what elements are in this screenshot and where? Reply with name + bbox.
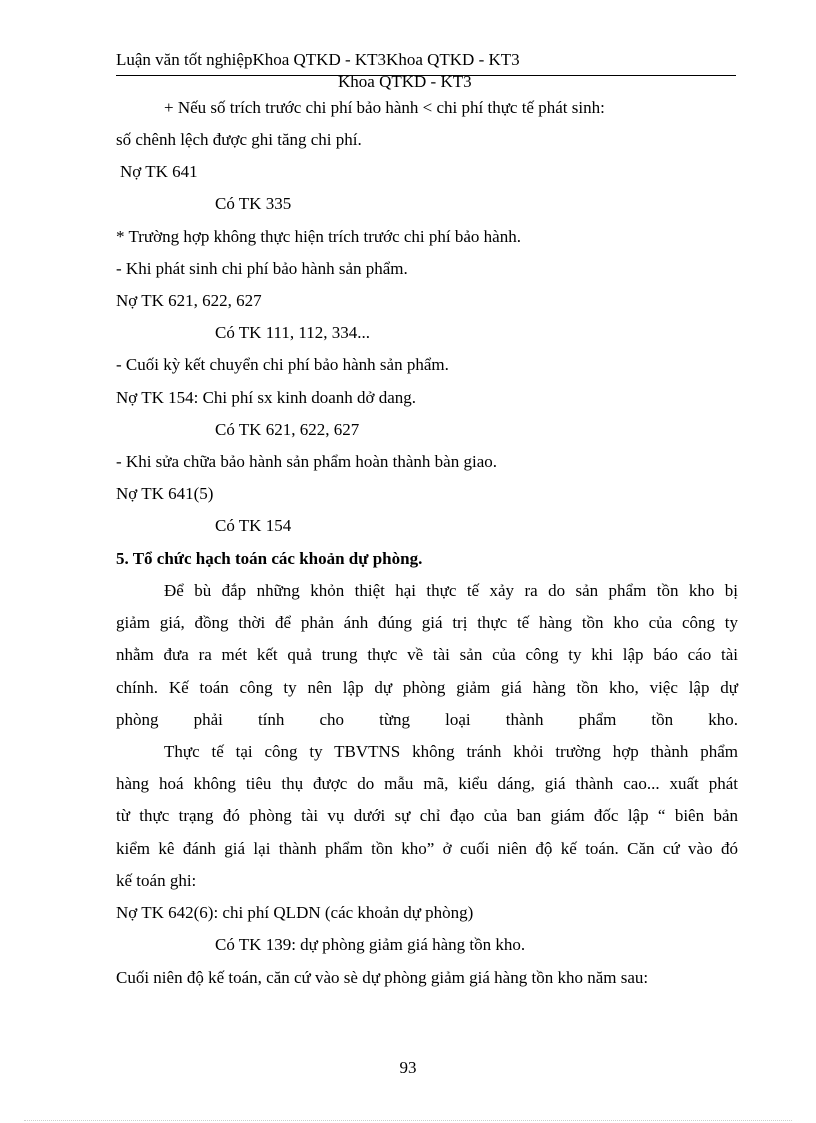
journal-debit: Nợ TK 621, 622, 627 [116, 291, 262, 310]
page-bottom-border [24, 1120, 792, 1121]
running-header-continued: Khoa QTKD - KT3 [338, 72, 472, 91]
journal-credit: Có TK 335 [215, 194, 292, 213]
journal-debit: Nợ TK 641(5) [116, 484, 214, 503]
journal-debit: Nợ TK 154: Chi phí sx kinh doanh dở dang. [116, 388, 417, 407]
journal-debit: Nợ TK 642(6): chi phí QLDN (các khoản dự phòng) [116, 903, 474, 922]
paragraph-line: * Trường hợp không thực hiện trích trước chi phí bảo hành. [116, 227, 521, 246]
paragraph-line: Cuối niên độ kế toán, căn cứ vào sè dự phòng giảm giá hàng tồn kho năm sau: [116, 968, 649, 987]
page-number: 93 [399, 1058, 417, 1077]
paragraph-line: giảm giá, đồng thời để phản ánh đúng giá trị thực tế hàng tồn kho của công ty [116, 613, 738, 632]
running-header: Luận văn tốt nghiệpKhoa QTKD - KT3Khoa QTKD - KT3 [116, 50, 520, 69]
paragraph-line: + Nếu số trích trước chi phí bảo hành < chi phí thực tế phát sinh: [164, 98, 605, 117]
journal-credit: Có TK 139: dự phòng giảm giá hàng tồn kho. [215, 935, 526, 954]
paragraph-line: kế toán ghi: [116, 871, 197, 890]
journal-credit: Có TK 154 [215, 516, 292, 535]
journal-debit: Nợ TK 641 [120, 162, 198, 181]
paragraph-line: từ thực trạng đó phòng tài vụ dưới sự chỉ đạo của ban giám đốc lập “ biên bản [116, 806, 738, 825]
paragraph-line: chính. Kế toán công ty nên lập dự phòng giảm giá hàng tồn kho, việc lập dự [116, 678, 738, 697]
paragraph-line: kiểm kê đánh giá lại thành phẩm tồn kho” ở cuối niên độ kế toán. Căn cứ vào đó [116, 839, 738, 858]
paragraph-line: - Cuối kỳ kết chuyển chi phí bảo hành sản phẩm. [116, 355, 449, 374]
section-heading: 5. Tổ chức hạch toán các khoản dự phòng. [116, 549, 423, 568]
paragraph-line: hàng hoá không tiêu thụ được do mẫu mã, kiểu dáng, giá thành cao... xuất phát [116, 774, 738, 793]
paragraph-line: - Khi sửa chữa bảo hành sản phẩm hoàn thành bàn giao. [116, 452, 497, 471]
paragraph-line: - Khi phát sinh chi phí bảo hành sản phẩm. [116, 259, 408, 278]
paragraph-line: nhằm đưa ra mét kết quả trung thực về tài sản của công ty khi lập báo cáo tài [116, 645, 738, 664]
journal-credit: Có TK 111, 112, 334... [215, 323, 371, 342]
paragraph-line: phòng phải tính cho từng loại thành phẩm tồn kho. [116, 710, 738, 729]
paragraph-line: Để bù đắp những khỏn thiệt hại thực tế xảy ra do sản phẩm tồn kho bị [164, 581, 738, 600]
paragraph-line: Thực tế tại công ty TBVTNS không tránh khỏi trường hợp thành phẩm [164, 742, 738, 761]
paragraph-line: số chênh lệch được ghi tăng chi phí. [116, 130, 362, 149]
journal-credit: Có TK 621, 622, 627 [215, 420, 360, 439]
